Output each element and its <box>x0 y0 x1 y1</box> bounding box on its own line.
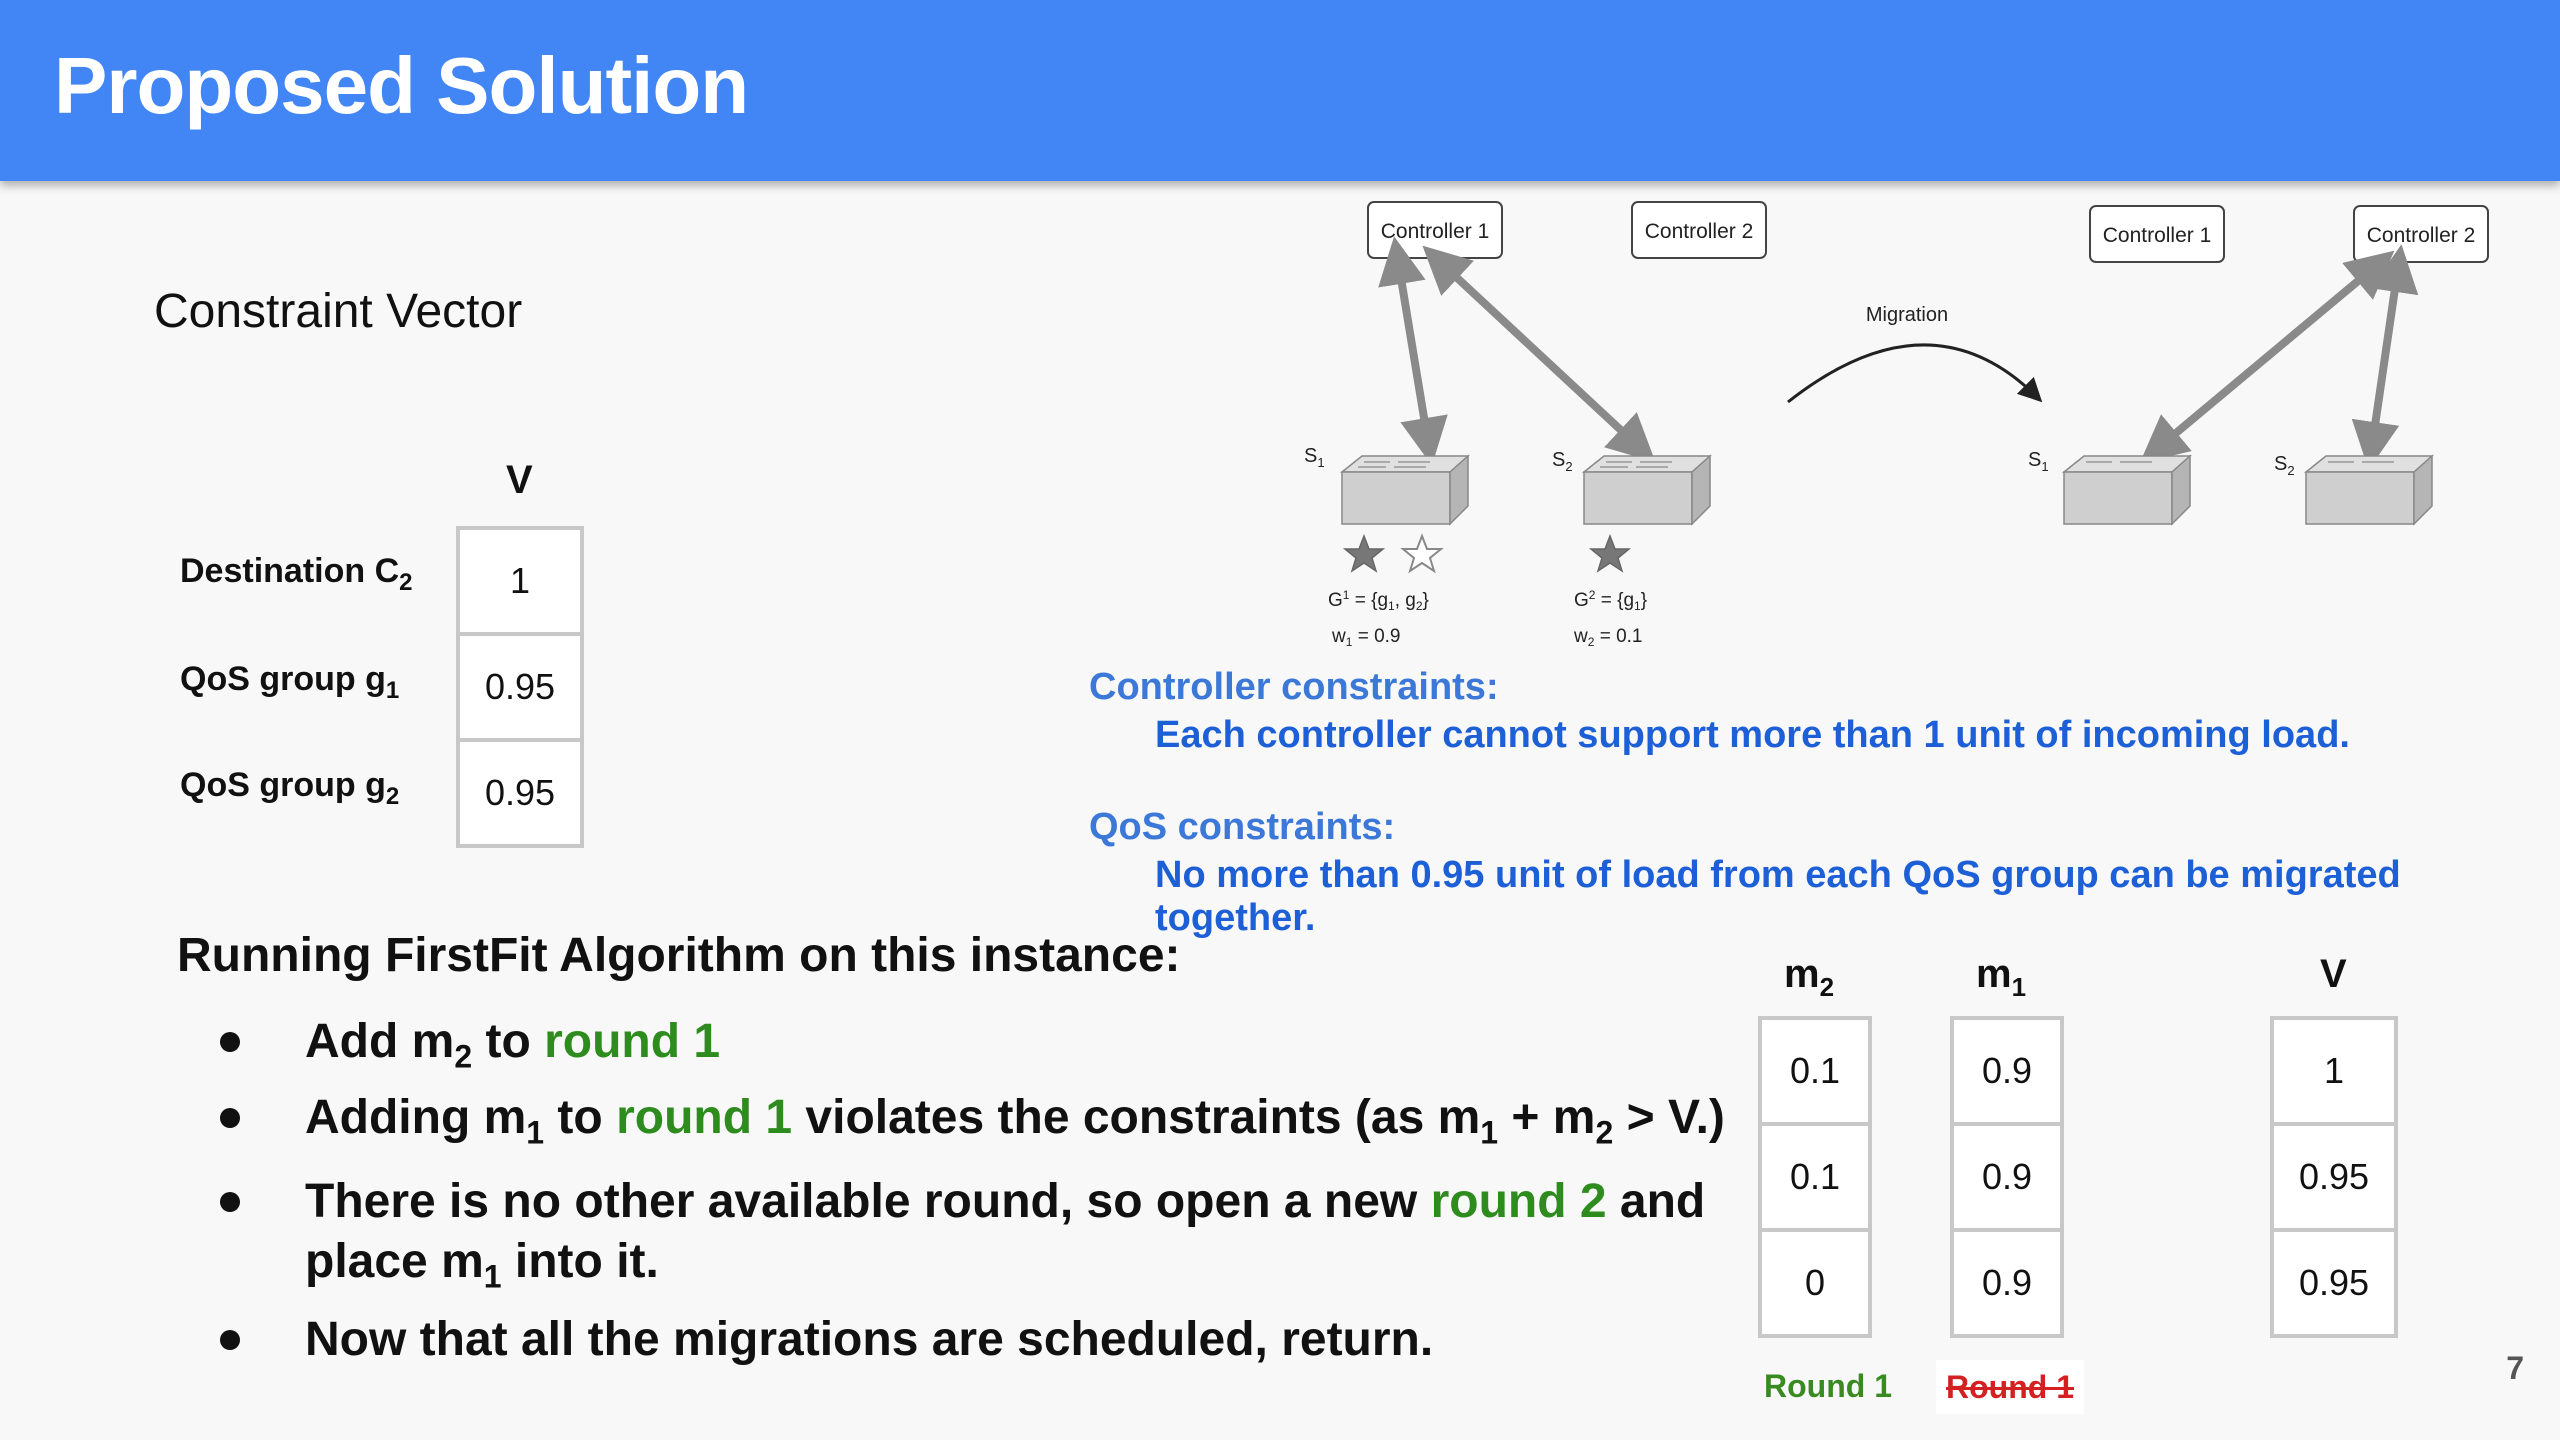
m2-cell: 0 <box>1758 1228 1872 1338</box>
switch-label-s1-left: $S_1$ <box>1304 445 1325 470</box>
bullet-dot <box>220 1032 240 1052</box>
controller-constraints-text: Each controller cannot support more than 1 unit of incoming load. <box>1155 714 2350 756</box>
constraint-vector-cell: 0.95 <box>456 738 584 848</box>
m1-cell: 0.9 <box>1950 1228 2064 1338</box>
qos-constraints-heading: QoS constraints: <box>1089 806 1396 848</box>
filled-star-icon <box>1591 536 1629 571</box>
m2-cell: 0.1 <box>1758 1122 1872 1232</box>
m1-column-header: $m_1$ <box>1976 952 2027 1002</box>
row-label-qos-g1: QoS group $g_1$ <box>180 660 400 704</box>
controller-1-box-left <box>1368 202 1502 258</box>
switch-s2-left <box>1584 456 1710 524</box>
svg-text:Controller 2: Controller 2 <box>2366 224 2476 247</box>
row-label-qos-g2: QoS group $g_2$ <box>180 766 400 810</box>
constraint-vector-column-header: V <box>506 458 533 502</box>
m2-round-label: Round 1 <box>1764 1368 1892 1404</box>
slide-title: Proposed Solution <box>54 41 749 130</box>
v-cell: 1 <box>2270 1016 2398 1126</box>
svg-text:Controller 2: Controller 2 <box>1644 220 1754 243</box>
migration-label: Migration <box>1865 304 1949 326</box>
link-c2-s2 <box>2372 268 2398 446</box>
algorithm-step-2: Adding $m_1$ to round 1 violates the constraints (as $m_1 + m_2 > V$.) <box>305 1091 1725 1151</box>
v-cell: 0.95 <box>2270 1228 2398 1338</box>
controller-2-box-right <box>2354 206 2488 262</box>
svg-text:Controller 1: Controller 1 <box>2102 224 2212 247</box>
switch-s1-left <box>1342 456 1468 524</box>
weight-w1: $w_1 = 0.9$ <box>1332 626 1401 649</box>
algorithm-step-4: Now that all the migrations are scheduled, return. <box>305 1313 1434 1366</box>
algorithm-step-3: There is no other available round, so open a new round 2 and place $m_1$ into it. <box>305 1175 1706 1295</box>
filled-star-icon <box>1345 536 1383 571</box>
group-set-g1: $G^1 = \{g_1$, $g_2$} <box>1328 588 1429 613</box>
algorithm-step-1: Add $m_2$ to round 1 <box>305 1015 721 1075</box>
migration-arrow <box>1788 345 2038 402</box>
migration-diagram <box>1280 190 2540 670</box>
switch-s1-right <box>2064 456 2190 524</box>
switch-label-s2-right: $S_2$ <box>2274 453 2295 478</box>
outline-star-icon <box>1403 536 1441 571</box>
qos-constraints-text: No more than 0.95 unit of load from each QoS group can be migrated together. <box>1155 854 2401 939</box>
bullet-dot <box>220 1108 240 1128</box>
m2-cell: 0.1 <box>1758 1016 1872 1126</box>
slide-header <box>0 0 2560 181</box>
controller-2-box-left <box>1632 202 1766 258</box>
algorithm-title: Running FirstFit Algorithm on this instance: <box>177 929 1181 982</box>
m1-cell: 0.9 <box>1950 1016 2064 1126</box>
row-label-destination: Destination $C_2$ <box>180 552 413 596</box>
switch-label-s1-right: $S_1$ <box>2028 449 2049 474</box>
constraint-vector-title: Constraint Vector <box>154 285 523 338</box>
bullet-dot <box>220 1330 240 1350</box>
switch-s2-right <box>2306 456 2432 524</box>
link-c1-s1 <box>1398 260 1428 442</box>
group-set-g2: $G^2 = \{g_1\}$ <box>1574 588 1648 613</box>
weight-w2: $w_2 = 0.1$ <box>1574 626 1643 649</box>
link-c2-s1 <box>2158 266 2376 448</box>
m1-cell: 0.9 <box>1950 1122 2064 1232</box>
controller-1-box-right <box>2090 206 2224 262</box>
switch-label-s2-left: $S_2$ <box>1552 449 1573 474</box>
page-number: 7 <box>2506 1350 2524 1386</box>
v-column-header: V <box>2320 952 2347 996</box>
constraint-vector-cell: 1 <box>456 526 584 636</box>
bullet-dot <box>220 1192 240 1212</box>
m1-round-label-struck: Round 1 <box>1936 1360 2084 1414</box>
constraint-vector-cell: 0.95 <box>456 632 584 742</box>
m2-column-header: $m_2$ <box>1784 952 1835 1002</box>
link-c1-s2 <box>1440 262 1638 446</box>
v-cell: 0.95 <box>2270 1122 2398 1232</box>
controller-constraints-heading: Controller constraints: <box>1089 666 1499 708</box>
svg-text:Controller 1: Controller 1 <box>1380 220 1490 243</box>
